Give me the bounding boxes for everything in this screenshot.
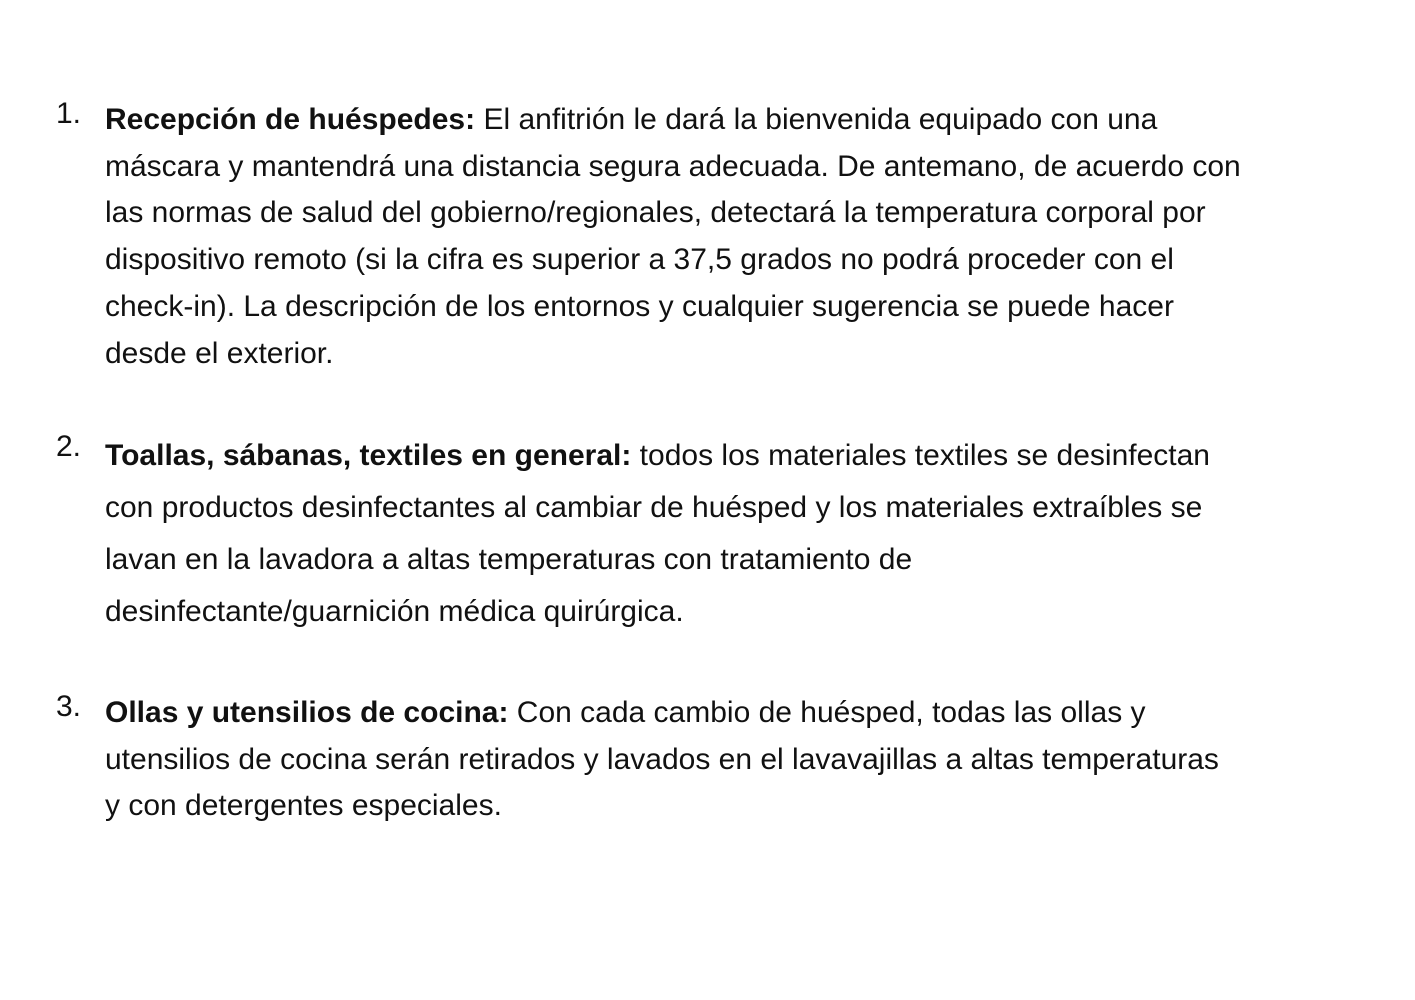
- text-line: [105, 97, 1380, 144]
- text-line: [105, 690, 1380, 737]
- text-line: dispositivo remoto (si la cifra es superior a 37,5 grados no podrá proceder con el: [105, 243, 1174, 277]
- text-line: [105, 430, 1380, 482]
- text-line: máscara y mantendrá una distancia segura adecuada. De antemano, de acuerdo con: [105, 149, 1241, 183]
- list-item-heading: Ollas y utensilios de cocina:: [105, 696, 509, 729]
- list-item-number: 3.: [56, 690, 82, 723]
- list-item-heading: Recepción de huéspedes:: [105, 103, 476, 136]
- list-item-heading: Toallas, sábanas, textiles en general:: [105, 439, 632, 472]
- text-run: Con cada cambio de huésped, todas las ollas y: [508, 696, 1146, 729]
- text-line: y con detergentes especiales.: [105, 789, 502, 822]
- text-run: todos los materiales textiles se desinfectan: [631, 439, 1210, 472]
- list-item-text: [105, 97, 1380, 377]
- list-item-number: 1.: [56, 97, 82, 130]
- text-run: El anfitrión le dará la bienvenida equipado con una: [475, 103, 1158, 136]
- list-item-text: [105, 690, 1380, 830]
- list-item-text: [105, 430, 1380, 638]
- text-line: lavan en la lavadora a altas temperaturas con tratamiento de: [105, 543, 913, 576]
- text-line: desinfectante/guarnición médica quirúrgica.: [105, 595, 684, 628]
- text-line: utensilios de cocina serán retirados y lavados en el lavavajillas a altas temperaturas: [105, 742, 1219, 776]
- list-item-number: 2.: [56, 430, 82, 463]
- text-line: check-in). La descripción de los entornos y cualquier sugerencia se puede hacer: [105, 289, 1174, 323]
- text-line: desde el exterior.: [105, 336, 334, 370]
- text-line: con productos desinfectantes al cambiar de huésped y los materiales extraíbles se: [105, 491, 1203, 524]
- text-line: las normas de salud del gobierno/regionales, detectará la temperatura corporal por: [105, 196, 1206, 230]
